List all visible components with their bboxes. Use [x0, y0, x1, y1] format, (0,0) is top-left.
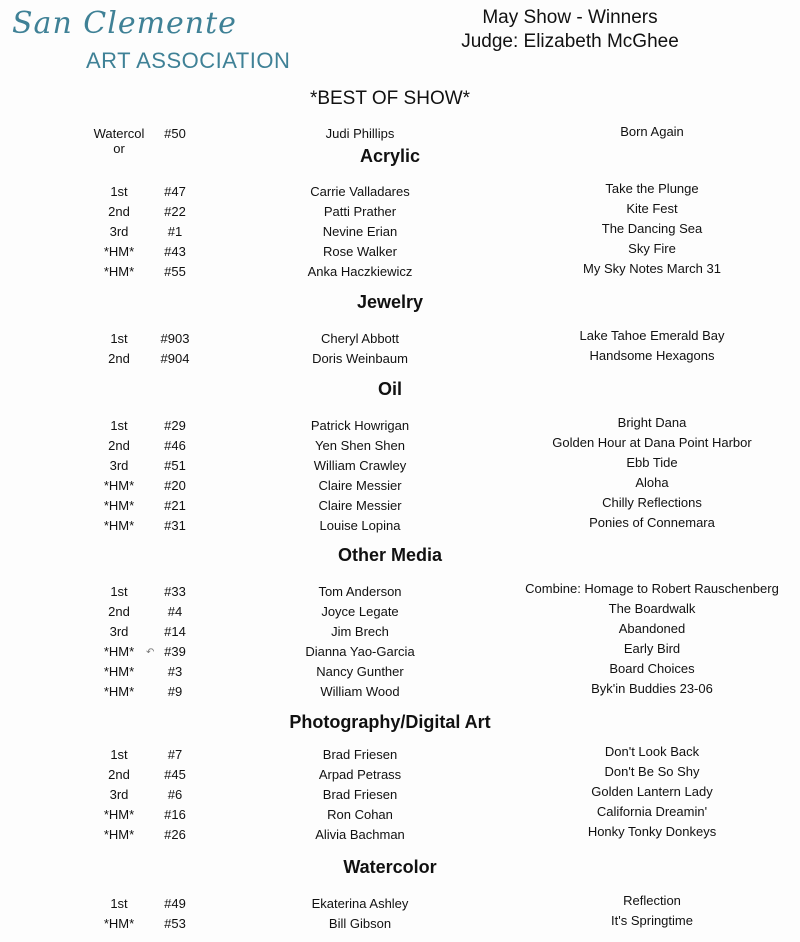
entry-artist: Dianna Yao-Garcia — [305, 644, 415, 659]
entry-number: #45 — [164, 767, 186, 782]
entry-title: Ponies of Connemara — [589, 515, 715, 530]
winner-row — [0, 681, 800, 704]
entry-artist: Arpad Petrass — [318, 767, 402, 782]
entry-place: *HM* — [103, 664, 135, 679]
entry-artist: Alivia Bachman — [315, 827, 405, 842]
winner-row — [0, 913, 800, 936]
winner-row — [0, 261, 800, 284]
entry-number: #1 — [167, 224, 183, 239]
entry-number: #31 — [164, 518, 186, 533]
winner-row — [0, 824, 800, 847]
entry-number: #55 — [164, 264, 186, 279]
entry-artist: William Crawley — [313, 458, 407, 473]
entry-number: #904 — [160, 351, 190, 366]
entry-place: *HM* — [103, 916, 135, 931]
entry-title: My Sky Notes March 31 — [583, 261, 721, 276]
entry-title: Sky Fire — [628, 241, 676, 256]
entry-number: #49 — [164, 896, 186, 911]
category-heading: Photography/Digital Art — [289, 712, 491, 732]
entry-title: Chilly Reflections — [602, 495, 702, 510]
entry-title: Byk'in Buddies 23-06 — [591, 681, 713, 696]
entry-title: California Dreamin' — [596, 804, 708, 819]
entry-artist: Nevine Erian — [322, 224, 398, 239]
entry-number: #33 — [164, 584, 186, 599]
entry-title: Combine: Homage to Robert Rauschenberg — [525, 581, 779, 596]
entry-number: #46 — [164, 438, 186, 453]
entry-place: *HM* — [103, 478, 135, 493]
page-title: May Show - Winners — [482, 7, 658, 28]
entry-artist: William Wood — [320, 684, 400, 699]
entry-artist: Claire Messier — [318, 478, 402, 493]
entry-artist: Tom Anderson — [318, 584, 402, 599]
entry-place: *HM* — [103, 684, 135, 699]
entry-place: *HM* — [103, 264, 135, 279]
entry-artist: Brad Friesen — [322, 747, 398, 762]
entry-title: Golden Hour at Dana Point Harbor — [552, 435, 752, 450]
entry-title: Abandoned — [618, 621, 686, 636]
entry-place: *HM* — [103, 644, 135, 659]
entry-number: #4 — [167, 604, 183, 619]
entry-title: Don't Look Back — [604, 744, 700, 759]
entry-number: #21 — [164, 498, 186, 513]
entry-place: 2nd — [108, 204, 130, 219]
entry-artist: Claire Messier — [318, 498, 402, 513]
entry-title: Don't Be So Shy — [604, 764, 700, 779]
category-heading: Oil — [377, 379, 402, 399]
best-of-show-row — [0, 126, 800, 146]
entry-title: Aloha — [635, 475, 669, 490]
org-logo — [10, 6, 295, 74]
winner-row — [0, 348, 800, 371]
entry-title: Golden Lantern Lady — [591, 784, 713, 799]
entry-artist: Louise Lopina — [319, 518, 401, 533]
entry-place: 1st — [110, 747, 128, 762]
entry-place: 2nd — [108, 767, 130, 782]
entry-number: #22 — [164, 204, 186, 219]
entry-place: 2nd — [108, 351, 130, 366]
entry-place: 2nd — [108, 604, 130, 619]
entry-number: #3 — [167, 664, 183, 679]
winner-row — [0, 515, 800, 538]
entry-title: Honky Tonky Donkeys — [587, 824, 717, 839]
category-heading: Jewelry — [356, 292, 424, 312]
entry-artist: Doris Weinbaum — [312, 351, 408, 366]
entry-number: #51 — [164, 458, 186, 473]
entry-title: Ebb Tide — [626, 455, 678, 470]
entry-place: *HM* — [103, 827, 135, 842]
entry-place: 3rd — [109, 458, 129, 473]
entry-number: #39 — [164, 644, 186, 659]
entry-place: *HM* — [103, 244, 135, 259]
entry-place: 1st — [110, 584, 128, 599]
entry-number: #16 — [164, 807, 186, 822]
entry-place: 3rd — [109, 624, 129, 639]
entry-place: *HM* — [103, 807, 135, 822]
entry-title: Early Bird — [623, 641, 681, 656]
entry-title: Lake Tahoe Emerald Bay — [579, 328, 725, 343]
entry-number: #20 — [164, 478, 186, 493]
entry-artist: Anka Haczkiewicz — [307, 264, 413, 279]
best-of-show-place: Watercol or — [93, 126, 145, 156]
entry-artist: Yen Shen Shen — [315, 438, 405, 453]
category-heading: Watercolor — [343, 857, 437, 877]
logo-script-text: San Clemente — [12, 6, 237, 41]
entry-place: *HM* — [103, 518, 135, 533]
entry-title: Kite Fest — [626, 201, 678, 216]
entry-artist: Nancy Gunther — [316, 664, 404, 679]
category-heading: Acrylic — [359, 146, 421, 166]
entry-artist: Ron Cohan — [327, 807, 393, 822]
entry-artist: Brad Friesen — [322, 787, 398, 802]
entry-artist: Cheryl Abbott — [320, 331, 400, 346]
entry-artist: Patti Prather — [323, 204, 397, 219]
entry-number: #47 — [164, 184, 186, 199]
logo-org-text: ART ASSOCIATION — [86, 48, 291, 73]
entry-place: 3rd — [109, 787, 129, 802]
entry-title: Handsome Hexagons — [589, 348, 715, 363]
entry-artist: Bill Gibson — [328, 916, 392, 931]
entry-artist: Patrick Howrigan — [310, 418, 410, 433]
entry-title: Take the Plunge — [605, 181, 699, 196]
entry-place: 3rd — [109, 224, 129, 239]
entry-number: #6 — [167, 787, 183, 802]
entry-artist: Judi Phillips — [325, 126, 395, 141]
entry-title: Bright Dana — [617, 415, 687, 430]
entry-artist: Joyce Legate — [321, 604, 399, 619]
entry-number: #26 — [164, 827, 186, 842]
entry-place: 1st — [110, 331, 128, 346]
entry-title: Reflection — [623, 893, 681, 908]
entry-title: It's Springtime — [611, 913, 693, 928]
entry-artist: Ekaterina Ashley — [311, 896, 409, 911]
entry-number: #29 — [164, 418, 186, 433]
entry-place: 1st — [110, 418, 128, 433]
best-of-show-heading: *BEST OF SHOW* — [309, 88, 471, 109]
entry-artist: Jim Brech — [331, 624, 389, 639]
entry-number: #903 — [160, 331, 190, 346]
judge-name: Judge: Elizabeth McGhee — [461, 31, 679, 52]
entry-title: Born Again — [620, 124, 684, 139]
entry-number: #43 — [164, 244, 186, 259]
category-heading: Other Media — [337, 545, 443, 565]
entry-title: The Boardwalk — [608, 601, 696, 616]
entry-place: 1st — [110, 896, 128, 911]
entry-number: #14 — [164, 624, 186, 639]
entry-artist: Carrie Valladares — [310, 184, 410, 199]
entry-title: Board Choices — [609, 661, 695, 676]
entry-number: #53 — [164, 916, 186, 931]
entry-number: #7 — [167, 747, 183, 762]
entry-title: The Dancing Sea — [601, 221, 703, 236]
entry-place: *HM* — [103, 498, 135, 513]
entry-artist: Rose Walker — [323, 244, 397, 259]
entry-place: 1st — [110, 184, 128, 199]
entry-place: 2nd — [108, 438, 130, 453]
entry-number: #50 — [164, 126, 186, 141]
pen-mark: ↶ — [146, 647, 155, 658]
entry-number: #9 — [167, 684, 183, 699]
